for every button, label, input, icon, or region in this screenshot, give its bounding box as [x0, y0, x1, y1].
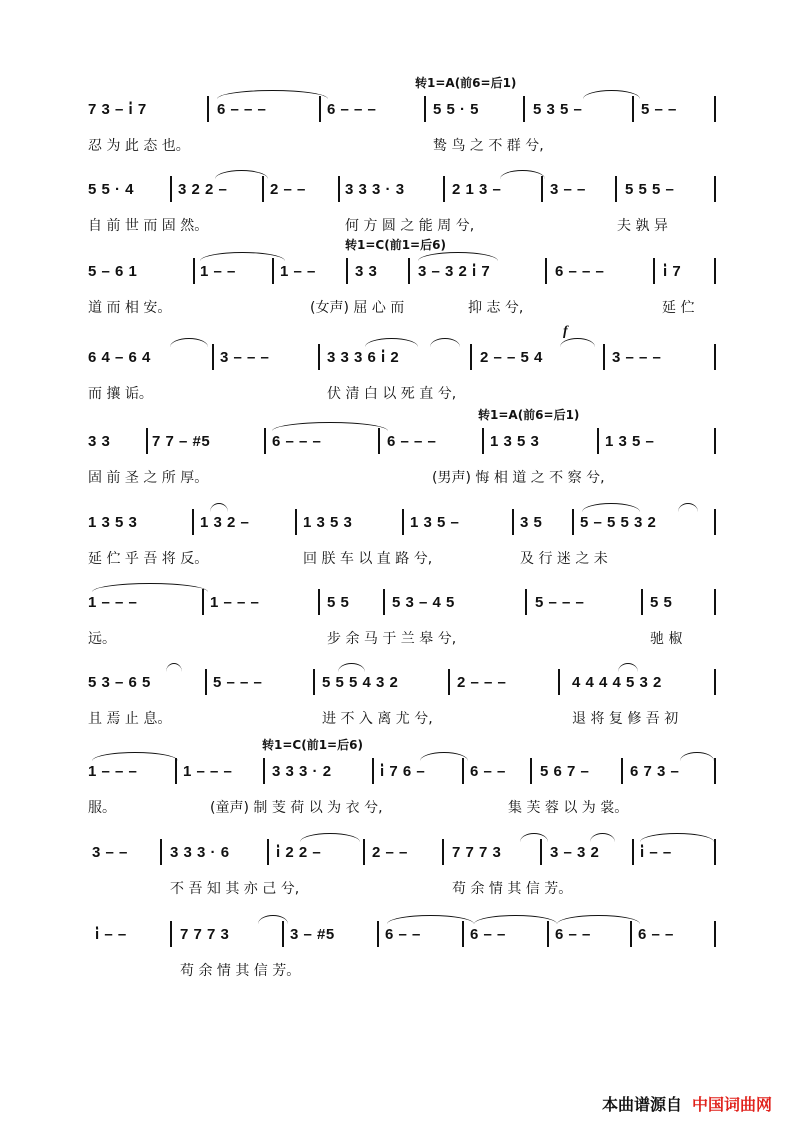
bar-line — [530, 758, 532, 784]
measure-notes: 5 3 5 – — [533, 101, 583, 118]
measure-notes: 3 3 3 · 2 — [272, 763, 332, 780]
bar-line — [408, 258, 410, 284]
slur-tie — [583, 90, 640, 99]
measure-notes: 2 1 3 – — [452, 181, 502, 198]
measure-notes: 1 3 5 3 — [88, 514, 138, 531]
bar-line — [372, 758, 374, 784]
measure-notes: 6 – – – — [217, 101, 267, 118]
lyric-text: 回 朕 车 以 直 路 兮, — [303, 551, 433, 567]
lyrics-line — [0, 961, 792, 981]
notation-line — [0, 843, 792, 873]
lyrics-line — [0, 879, 792, 899]
measure-notes: 1 3 5 – — [605, 433, 655, 450]
bar-line — [193, 258, 195, 284]
bar-line — [295, 509, 297, 535]
measure-notes: 4 4 4 4 5 3 2 — [572, 674, 662, 691]
bar-line — [597, 428, 599, 454]
lyric-text: (童声) 制 芰 荷 以 为 衣 兮, — [210, 800, 383, 816]
bar-line — [272, 258, 274, 284]
lyric-text: 道 而 相 安。 — [88, 300, 172, 316]
lyric-text: 抑 志 兮, — [468, 300, 524, 316]
measure-notes: 2 – – 5 4 — [480, 349, 543, 366]
lyric-text: 驰 椒 — [650, 631, 683, 647]
measure-notes: i̇ – – — [95, 926, 127, 943]
lyric-text: 苟 余 情 其 信 芳。 — [180, 963, 301, 979]
measure-notes: 5 – – — [641, 101, 677, 118]
lyric-text: 鸷 鸟 之 不 群 兮, — [433, 138, 544, 154]
measure-notes: 3 – – — [550, 181, 586, 198]
measure-notes: 3 – 3 2 — [550, 844, 600, 861]
bar-line — [714, 921, 716, 947]
lyric-text: 远。 — [88, 631, 116, 647]
score-system — [0, 238, 792, 362]
measure-notes: 5 5 · 4 — [88, 181, 135, 198]
bar-line — [630, 921, 632, 947]
measure-notes: 3 – #5 — [290, 926, 335, 943]
lyric-text: (女声) 屈 心 而 — [310, 300, 405, 316]
measure-notes: 7 7 7 3 — [180, 926, 230, 943]
measure-notes: 7 7 – #5 — [152, 433, 211, 450]
lyric-text: 延 伫 — [662, 300, 695, 316]
bar-line — [319, 96, 321, 122]
bar-line — [264, 428, 266, 454]
bar-line — [641, 589, 643, 615]
measure-notes: 3 2 2 – — [178, 181, 228, 198]
lyrics-line — [0, 136, 792, 156]
bar-line — [282, 921, 284, 947]
measure-notes: 1 3 2 – — [200, 514, 250, 531]
site-name-link[interactable]: 中国词曲网 — [691, 1095, 772, 1114]
measure-notes: 1 – – — [280, 263, 316, 280]
bar-line — [443, 176, 445, 202]
notation-line — [0, 673, 792, 703]
bar-line — [714, 258, 716, 284]
bar-line — [448, 669, 450, 695]
measure-notes: 6 – – — [385, 926, 421, 943]
bar-line — [603, 344, 605, 370]
bar-line — [547, 921, 549, 947]
lyric-text: 服。 — [88, 800, 116, 816]
notation-line — [0, 324, 792, 378]
bar-line — [714, 839, 716, 865]
measure-notes: 2 – – — [270, 181, 306, 198]
key-change-marking: 转1=C(前1=后6) — [345, 238, 446, 252]
lyric-text: 延 伫 乎 吾 将 反。 — [88, 551, 209, 567]
lyric-text: (男声) 悔 相 道 之 不 察 兮, — [432, 470, 605, 486]
bar-line — [318, 589, 320, 615]
bar-line — [402, 509, 404, 535]
measure-notes: 5 – – – — [535, 594, 585, 611]
bar-line — [313, 669, 315, 695]
bar-line — [378, 428, 380, 454]
measure-notes: 1 3 5 3 — [490, 433, 540, 450]
measure-notes: 3 – – — [92, 844, 128, 861]
measure-notes: i̇ 7 — [663, 263, 682, 280]
notation-line — [0, 513, 792, 543]
lyrics-line — [0, 298, 792, 318]
measure-notes: 6 – – – — [387, 433, 437, 450]
measure-notes: 6 – – — [638, 926, 674, 943]
lyric-text: 集 芙 蓉 以 为 裳。 — [508, 800, 629, 816]
bar-line — [363, 839, 365, 865]
measure-notes: 7 7 7 3 — [452, 844, 502, 861]
source-label: 本曲谱源自 — [601, 1095, 682, 1114]
notation-line — [0, 408, 792, 462]
bar-line — [170, 176, 172, 202]
bar-line — [170, 921, 172, 947]
bar-line — [714, 509, 716, 535]
bar-line — [525, 589, 527, 615]
bar-line — [424, 96, 426, 122]
lyric-text: 进 不 入 离 尤 兮, — [322, 711, 433, 727]
measure-notes: 6 7 3 – — [630, 763, 680, 780]
bar-line — [621, 758, 623, 784]
bar-line — [146, 428, 148, 454]
bar-line — [462, 921, 464, 947]
lyric-text: 自 前 世 而 固 然。 — [88, 218, 209, 234]
lyrics-line — [0, 384, 792, 404]
measure-notes: 3 – – – — [220, 349, 270, 366]
lyric-text: 及 行 迷 之 未 — [520, 551, 608, 567]
measure-notes: 5 3 – 6 5 — [88, 674, 151, 691]
measure-notes: 3 3 3 · 3 — [345, 181, 405, 198]
measure-notes: 6 – – – — [555, 263, 605, 280]
lyric-text: 苟 余 情 其 信 芳。 — [452, 881, 573, 897]
bar-line — [207, 96, 209, 122]
bar-line — [714, 758, 716, 784]
bar-line — [523, 96, 525, 122]
notation-line — [0, 180, 792, 210]
measure-notes: 3 5 — [520, 514, 543, 531]
bar-line — [714, 96, 716, 122]
measure-notes: 6 – – – — [327, 101, 377, 118]
bar-line — [714, 589, 716, 615]
bar-line — [714, 428, 716, 454]
measure-notes: 1 – – – — [88, 763, 138, 780]
measure-notes: 3 3 — [88, 433, 111, 450]
footer-credit — [602, 1092, 772, 1115]
bar-line — [470, 344, 472, 370]
bar-line — [383, 589, 385, 615]
lyrics-line — [0, 549, 792, 569]
measure-notes: 5 5 — [650, 594, 673, 611]
bar-line — [212, 344, 214, 370]
bar-line — [558, 669, 560, 695]
measure-notes: 6 – – — [470, 926, 506, 943]
measure-notes: 5 6 7 – — [540, 763, 590, 780]
slur-tie — [217, 90, 328, 99]
lyric-text: 夫 孰 异 — [617, 218, 668, 234]
measure-notes: 6 – – — [470, 763, 506, 780]
lyric-text: 忍 为 此 态 也。 — [88, 138, 190, 154]
bar-line — [462, 758, 464, 784]
measure-notes: 1 – – – — [183, 763, 233, 780]
measure-notes: i̇ 2 2 – — [276, 844, 322, 861]
bar-line — [632, 839, 634, 865]
lyrics-line — [0, 468, 792, 488]
bar-line — [442, 839, 444, 865]
notation-line — [0, 593, 792, 623]
lyrics-line — [0, 629, 792, 649]
lyrics-line — [0, 709, 792, 729]
measure-notes: 3 3 3 · 6 — [170, 844, 230, 861]
lyrics-line — [0, 798, 792, 818]
lyric-text: 何 方 圆 之 能 周 兮, — [345, 218, 475, 234]
bar-line — [714, 176, 716, 202]
measure-notes: 6 4 – 6 4 — [88, 349, 151, 366]
measure-notes: 1 – – – — [210, 594, 260, 611]
lyrics-line — [0, 216, 792, 236]
lyric-text: 伏 清 白 以 死 直 兮, — [327, 386, 457, 402]
measure-notes: 5 5 · 5 — [433, 101, 480, 118]
measure-notes: 5 5 5 4 3 2 — [322, 674, 399, 691]
bar-line — [192, 509, 194, 535]
measure-notes: 7 3 – i̇ 7 — [88, 101, 147, 118]
bar-line — [714, 344, 716, 370]
measure-notes: 2 – – — [372, 844, 408, 861]
bar-line — [202, 589, 204, 615]
score-system — [0, 925, 792, 1025]
lyric-text: 步 余 马 于 兰 皋 兮, — [327, 631, 457, 647]
notation-line — [0, 925, 792, 955]
bar-line — [338, 176, 340, 202]
bar-line — [175, 758, 177, 784]
lyric-text: 固 前 圣 之 所 厚。 — [88, 470, 209, 486]
measure-notes: 5 – – – — [213, 674, 263, 691]
bar-line — [346, 258, 348, 284]
bar-line — [262, 176, 264, 202]
bar-line — [541, 176, 543, 202]
key-change-marking: 转1=A(前6=后1) — [478, 408, 580, 422]
measure-notes: 5 5 — [327, 594, 350, 611]
bar-line — [482, 428, 484, 454]
measure-notes: 5 – 5 5 3 2 — [580, 514, 657, 531]
measure-notes: 5 – 6 1 — [88, 263, 138, 280]
measure-notes: 6 – – — [555, 926, 591, 943]
notation-line — [0, 76, 792, 130]
lyric-text: 且 焉 止 息。 — [88, 711, 172, 727]
bar-line — [318, 344, 320, 370]
measure-notes: 5 5 5 – — [625, 181, 675, 198]
measure-notes: 3 3 — [355, 263, 378, 280]
dynamic-marking: f — [563, 324, 568, 339]
bar-line — [512, 509, 514, 535]
notation-line — [0, 738, 792, 792]
measure-notes: 6 – – – — [272, 433, 322, 450]
bar-line — [632, 96, 634, 122]
lyric-text: 而 攘 诟。 — [88, 386, 153, 402]
measure-notes: 1 – – — [200, 263, 236, 280]
bar-line — [160, 839, 162, 865]
bar-line — [263, 758, 265, 784]
measure-notes: i̇ 7 6 – — [380, 763, 426, 780]
measure-notes: 3 – 3 2 i̇ 7 — [418, 263, 491, 280]
measure-notes: 5 3 – 4 5 — [392, 594, 455, 611]
measure-notes: 1 3 5 3 — [303, 514, 353, 531]
lyric-text: 不 吾 知 其 亦 己 兮, — [170, 881, 300, 897]
key-change-marking: 转1=A(前6=后1) — [415, 76, 517, 90]
bar-line — [267, 839, 269, 865]
notation-line — [0, 238, 792, 292]
measure-notes: 3 3 3 6 i̇ 2 — [327, 349, 400, 366]
bar-line — [572, 509, 574, 535]
bar-line — [615, 176, 617, 202]
bar-line — [653, 258, 655, 284]
lyric-text: 退 将 复 修 吾 初 — [572, 711, 679, 727]
bar-line — [540, 839, 542, 865]
measure-notes: 1 – – – — [88, 594, 138, 611]
bar-line — [205, 669, 207, 695]
measure-notes: 2 – – – — [457, 674, 507, 691]
measure-notes: i̇ – – — [640, 844, 672, 861]
bar-line — [377, 921, 379, 947]
measure-notes: 3 – – – — [612, 349, 662, 366]
bar-line — [545, 258, 547, 284]
bar-line — [714, 669, 716, 695]
key-change-marking: 转1=C(前1=后6) — [262, 738, 363, 752]
measure-notes: 1 3 5 – — [410, 514, 460, 531]
